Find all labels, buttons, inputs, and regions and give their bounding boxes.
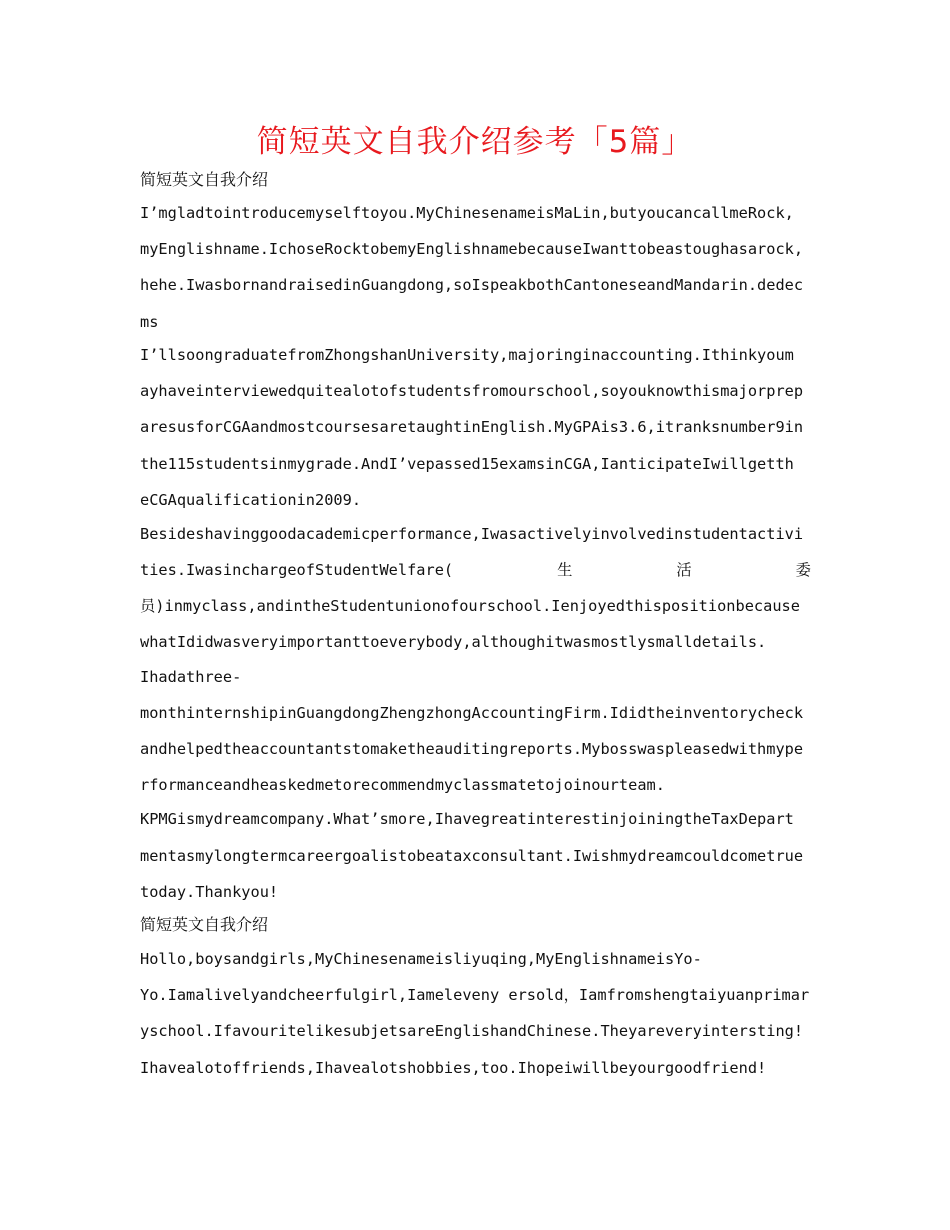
- paragraph-line: andhelpedtheaccountantstomaketheauditingreports.Mybosswaspleasedwithmype: [140, 740, 804, 758]
- paragraph-line: hehe.IwasbornandraisedinGuangdong,soIspeakbothCantoneseandMandarin.dedec: [140, 276, 804, 294]
- paragraph-line: eCGAqualificationin2009.: [140, 491, 362, 509]
- paragraph-line: ms: [140, 313, 159, 331]
- section-heading: 简短英文自我介绍: [140, 170, 269, 189]
- paragraph-line: 员)inmyclass,andintheStudentunionofourschool.Ienjoyedthispositionbecause: [140, 597, 800, 615]
- justified-segment: 委: [795, 561, 811, 579]
- paragraph-line: Ihadathree-: [140, 668, 242, 686]
- section-heading: 简短英文自我介绍: [140, 915, 269, 934]
- paragraph-line: I’mgladtointroducemyselftoyou.MyChinesenameisMaLin,butyoucancallmeRock,: [140, 204, 794, 222]
- paragraph-line: I’llsoongraduatefromZhongshanUniversity,majoringinaccounting.Ithinkyoum: [140, 346, 794, 364]
- paragraph-line: Besideshavinggoodacademicperformance,Iwasactivelyinvolvedinstudentactivi: [140, 525, 804, 543]
- justified-segment: 活: [676, 561, 692, 579]
- paragraph-line: the115studentsinmygrade.AndI’vepassed15examsinCGA,IanticipateIwillgetth: [140, 455, 794, 473]
- paragraph-line: today.Thankyou!: [140, 883, 279, 901]
- paragraph-line: mentasmylongtermcareergoalistobeataxconsultant.Iwishmydreamcouldcometrue: [140, 847, 804, 865]
- paragraph-line: Ihavealotoffriends,Ihavealotshobbies,too.Ihopeiwillbeyourgoodfriend!: [140, 1059, 767, 1077]
- paragraph-line: Yo.Iamalivelyandcheerfulgirl,Iameleveny ersold，Iamfromshengtaiyuanprimar: [140, 986, 810, 1004]
- paragraph-line: yschool.IfavouritelikesubjetsareEnglishandChinese.Theyareveryintersting!: [140, 1022, 804, 1040]
- paragraph-line: Hollo,boysandgirls,MyChinesenameisliyuqing,MyEnglishnameisYo-: [140, 950, 702, 968]
- paragraph-line: rformanceandheaskedmetorecommendmyclassmatetojoinourteam.: [140, 776, 665, 794]
- document-title: 简短英文自我介绍参考「5篇」: [256, 124, 694, 160]
- paragraph-line: KPMGismydreamcompany.What’smore,IhavegreatinterestinjoiningtheTaxDepart: [140, 810, 794, 828]
- paragraph-line: ayhaveinterviewedquitealotofstudentsfromourschool,soyouknowthismajorprep: [140, 382, 804, 400]
- paragraph-line: monthinternshipinGuangdongZhengzhongAccountingFirm.Ididtheinventorycheck: [140, 704, 804, 722]
- paragraph-line-justified: [140, 559, 811, 581]
- justified-segment: ties.IwasinchargeofStudentWelfare(: [140, 561, 454, 579]
- paragraph-line: aresusforCGAandmostcoursesaretaughtinEnglish.MyGPAis3.6,itranksnumber9in: [140, 418, 804, 436]
- paragraph-line: myEnglishname.IchoseRocktobemyEnglishnamebecauseIwanttobeastoughasarock,: [140, 240, 804, 258]
- justified-segment: 生: [557, 561, 573, 579]
- paragraph-line: whatIdidwasveryimportanttoeverybody,althoughitwasmostlysmalldetails.: [140, 633, 767, 651]
